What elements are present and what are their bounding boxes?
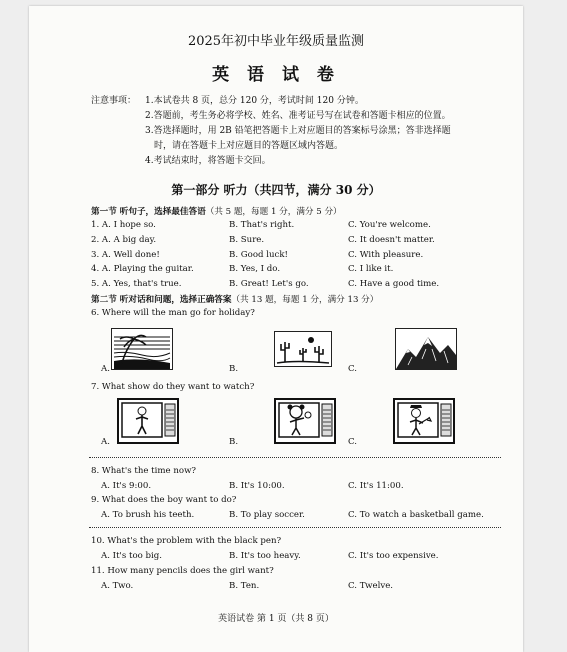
mountain-picture — [395, 328, 457, 370]
q6-label-c: C. — [348, 364, 358, 374]
q8-option-c: C. It's 11:00. — [348, 481, 404, 491]
note-4: 4.考试结束时，将答题卡交回。 — [145, 156, 271, 166]
q11-stem: 11. How many pencils does the girl want? — [91, 566, 274, 576]
section2-desc: （共 13 题，每题 1 分，满分 13 分） — [231, 295, 379, 305]
exam-title: 2025年初中毕业年级质量监测 — [187, 34, 365, 49]
section1-desc: （共 5 题，每题 1 分，满分 5 分） — [205, 207, 342, 217]
q2-option-b: B. Sure. — [229, 235, 265, 245]
note-3-cont: 时，请在答题卡上对应题目的答题区域内答题。 — [154, 141, 344, 151]
dotted-divider-2 — [89, 527, 501, 528]
q8-stem: 8. What's the time now? — [91, 466, 197, 476]
section1-heading — [91, 205, 342, 217]
q4-option-b: B. Yes, I do. — [229, 264, 281, 274]
dotted-divider-1 — [89, 457, 501, 458]
tv-show-a-picture — [117, 398, 179, 444]
section1-label: 第一节 听句子，选择最佳答语 — [91, 207, 206, 217]
note-1: 1.本试卷共 8 页，总分 120 分，考试时间 120 分钟。 — [145, 96, 364, 106]
tv-show-c-picture — [393, 398, 455, 444]
q3-option-c: C. With pleasure. — [348, 250, 424, 260]
q5-option-c: C. Have a good time. — [348, 279, 440, 289]
note-2: 2.答题前，考生务必将学校、姓名、准考证号写在试卷和答题卡相应的位置。 — [145, 111, 451, 121]
q5-option-b: B. Great! Let's go. — [229, 279, 309, 289]
q10-option-a: A. It's too big. — [101, 551, 163, 561]
q3-option-b: B. Good luck! — [229, 250, 288, 260]
q8-option-a: A. It's 9:00. — [101, 481, 152, 491]
exam-page — [29, 6, 523, 652]
q11-option-c: C. Twelve. — [348, 581, 394, 591]
q10-option-c: C. It's too expensive. — [348, 551, 439, 561]
q11-option-a: A. Two. — [101, 581, 134, 591]
q6-stem: 6. Where will the man go for holiday? — [91, 308, 255, 318]
q7-label-b: B. — [229, 437, 239, 447]
q10-option-b: B. It's too heavy. — [229, 551, 301, 561]
q1-option-c: C. You're welcome. — [348, 220, 431, 230]
part1-title: 第一部分 听力（共四节，满分 30 分） — [171, 183, 381, 197]
page-footer: 英语试卷 第 1 页（共 8 页） — [218, 614, 334, 624]
section2-heading — [91, 293, 378, 305]
q7-label-a: A. — [101, 437, 110, 447]
q7-label-c: C. — [348, 437, 358, 447]
section2-label: 第二节 听对话和问题，选择正确答案 — [91, 295, 232, 305]
notes-label: 注意事项： — [91, 96, 137, 106]
q10-stem: 10. What's the problem with the black pen? — [91, 536, 282, 546]
q5-option-a: 5. A. Yes, that's true. — [91, 279, 182, 289]
subject-title: 英 语 试 卷 — [212, 65, 340, 85]
q3-option-a: 3. A. Well done! — [91, 250, 160, 260]
desert-picture — [274, 331, 332, 367]
q6-label-b: B. — [229, 364, 239, 374]
tv-show-b-picture — [274, 398, 336, 444]
q2-option-a: 2. A. A big day. — [91, 235, 157, 245]
q8-option-b: B. It's 10:00. — [229, 481, 285, 491]
q1-option-a: 1. A. I hope so. — [91, 220, 156, 230]
q6-label-a: A. — [101, 364, 110, 374]
q7-stem: 7. What show do they want to watch? — [91, 382, 255, 392]
q9-stem: 9. What does the boy want to do? — [91, 495, 237, 505]
beach-picture — [111, 328, 173, 370]
q9-option-b: B. To play soccer. — [229, 510, 305, 520]
q9-option-a: A. To brush his teeth. — [101, 510, 195, 520]
q11-option-b: B. Ten. — [229, 581, 260, 591]
q4-option-c: C. I like it. — [348, 264, 394, 274]
note-3: 3.答选择题时，用 2B 铅笔把答题卡上对应题目的答案标号涂黑；答非选择题 — [145, 126, 451, 136]
q9-option-c: C. To watch a basketball game. — [348, 510, 484, 520]
q1-option-b: B. That's right. — [229, 220, 295, 230]
q4-option-a: 4. A. Playing the guitar. — [91, 264, 194, 274]
q2-option-c: C. It doesn't matter. — [348, 235, 435, 245]
